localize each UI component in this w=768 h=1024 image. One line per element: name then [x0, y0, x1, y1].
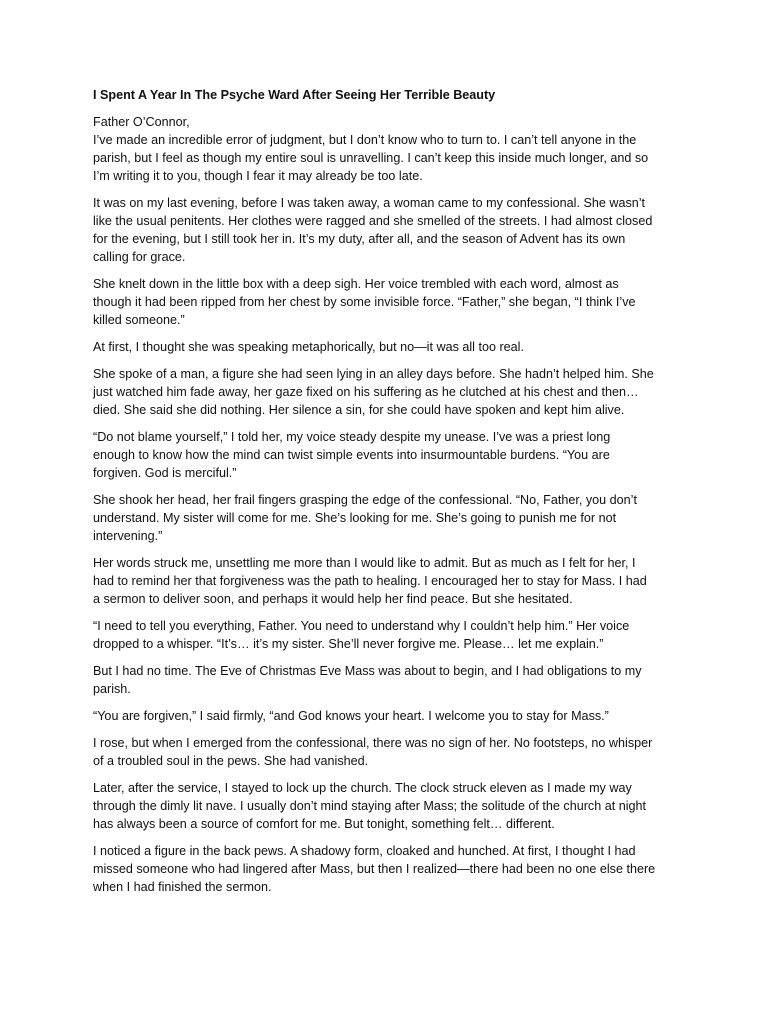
text-line: just watched him fade away, her gaze fixed on his suffering as he clutched at his chest and then… — [93, 385, 639, 399]
text-line: She spoke of a man, a figure she had seen lying in an alley days before. She hadn’t helped him. She — [93, 367, 654, 381]
text-line: I’m writing it to you, though I fear it may already be too late. — [93, 169, 423, 183]
paragraph — [93, 113, 676, 185]
paragraph — [93, 365, 676, 419]
text-line: I rose, but when I emerged from the confessional, there was no sign of her. No footsteps, no whisper — [93, 736, 653, 750]
text-line: “Do not blame yourself,” I told her, my voice steady despite my unease. I’ve was a priest long — [93, 430, 611, 444]
text-line: killed someone.” — [93, 313, 185, 327]
text-line: Later, after the service, I stayed to lock up the church. The clock struck eleven as I made my way — [93, 781, 632, 795]
text-line: had to remind her that forgiveness was the path to healing. I encouraged her to stay for Mass. I had — [93, 574, 647, 588]
text-line: like the usual penitents. Her clothes were ragged and she smelled of the streets. I had almost closed — [93, 214, 653, 228]
text-line: At first, I thought she was speaking metaphorically, but no—it was all too real. — [93, 340, 524, 354]
text-line: She knelt down in the little box with a deep sigh. Her voice trembled with each word, almost as — [93, 277, 619, 291]
text-line: dropped to a whisper. “It’s… it’s my sister. She’ll never forgive me. Please… let me explain.” — [93, 637, 604, 651]
text-line: understand. My sister will come for me. She’s looking for me. She’s going to punish me for not — [93, 511, 617, 525]
text-line: forgiven. God is merciful.” — [93, 466, 237, 480]
text-line: Her words struck me, unsettling me more than I would like to admit. But as much as I felt for her, I — [93, 556, 636, 570]
text-line: enough to know how the mind can twist simple events into insurmountable burdens. “You are — [93, 448, 610, 462]
text-line: calling for grace. — [93, 250, 186, 264]
paragraph — [93, 842, 676, 896]
paragraph — [93, 617, 676, 653]
paragraph — [93, 338, 676, 356]
text-line: a sermon to deliver soon, and perhaps it would help her find peace. But she hesitated. — [93, 592, 573, 606]
text-line: Father O’Connor, — [93, 115, 190, 129]
paragraph — [93, 491, 676, 545]
document-title: I Spent A Year In The Psyche Ward After Seeing Her Terrible Beauty — [93, 88, 496, 102]
text-line: when I had finished the sermon. — [93, 880, 272, 894]
text-line: But I had no time. The Eve of Christmas Eve Mass was about to begin, and I had obligations to my — [93, 664, 642, 678]
text-line: though it had been ripped from her chest by some invisible force. “Father,” she began, “I think I’ve — [93, 295, 636, 309]
text-line: died. She said she did nothing. Her silence a sin, for she could have spoken and kept him alive. — [93, 403, 625, 417]
text-line: “I need to tell you everything, Father. You need to understand why I couldn’t help him.” Her voice — [93, 619, 630, 633]
text-line: parish, but I feel as though my entire soul is unravelling. I can’t keep this inside much longer, and so — [93, 151, 649, 165]
paragraph — [93, 554, 676, 608]
text-line: of a troubled soul in the pews. She had vanished. — [93, 754, 369, 768]
text-line: She shook her head, her frail fingers grasping the edge of the confessional. “No, Father, you don’t — [93, 493, 637, 507]
text-line: has always been a source of comfort for me. But tonight, something felt… different. — [93, 817, 555, 831]
document-body — [93, 113, 676, 896]
text-line: parish. — [93, 682, 131, 696]
text-line: through the dimly lit nave. I usually don’t mind staying after Mass; the solitude of the church at night — [93, 799, 647, 813]
text-line: I noticed a figure in the back pews. A shadowy form, cloaked and hunched. At first, I thought I had — [93, 844, 636, 858]
paragraph — [93, 707, 676, 725]
text-line: I’ve made an incredible error of judgment, but I don’t know who to turn to. I can’t tell anyone in the — [93, 133, 637, 147]
paragraph — [93, 779, 676, 833]
text-line: missed someone who had lingered after Mass, but then I realized—there had been no one else there — [93, 862, 656, 876]
text-line: for the evening, but I still took her in. It’s my duty, after all, and the season of Advent has its own — [93, 232, 626, 246]
paragraph — [93, 275, 676, 329]
text-line: “You are forgiven,” I said firmly, “and God knows your heart. I welcome you to stay for Mass.” — [93, 709, 609, 723]
text-line: It was on my last evening, before I was taken away, a woman came to my confessional. She wasn’t — [93, 196, 646, 210]
text-line: intervening.” — [93, 529, 163, 543]
paragraph — [93, 734, 676, 770]
paragraph — [93, 662, 676, 698]
paragraph — [93, 194, 676, 266]
paragraph — [93, 428, 676, 482]
